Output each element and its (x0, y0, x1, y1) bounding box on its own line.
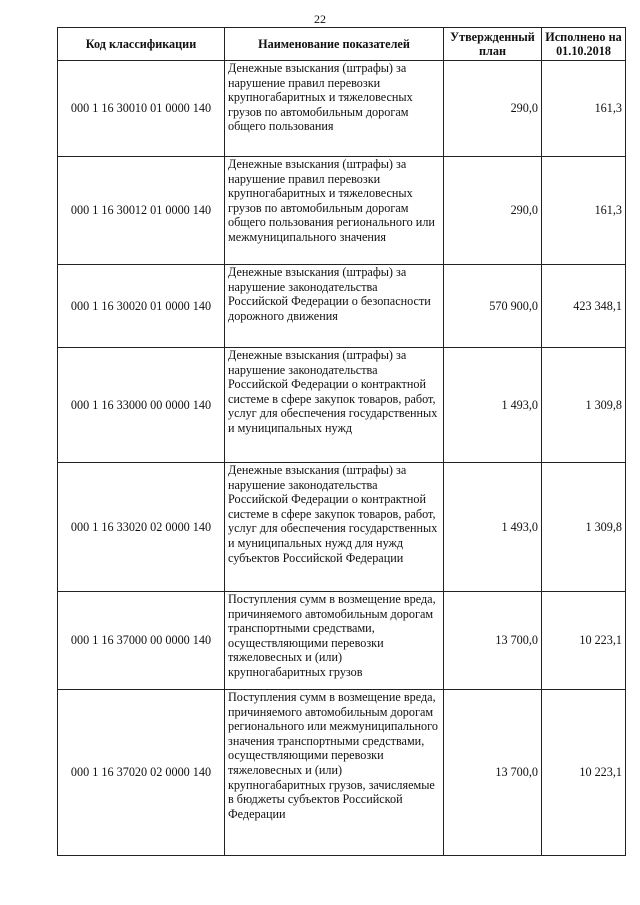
table-row (58, 690, 626, 856)
classification-code: 000 1 16 33000 00 0000 140 (58, 348, 225, 463)
executed-amount: 1 309,8 (542, 348, 626, 463)
table-row (58, 157, 626, 265)
indicator-name: Денежные взыскания (штрафы) за нарушение правил перевозки крупногабаритных и тяжеловесных грузов по автомобильным дорогам общего пользования (225, 61, 444, 157)
indicator-name: Денежные взыскания (штрафы) за нарушение законодательства Российской Федерации о безопасности дорожного движения (225, 265, 444, 348)
classification-code: 000 1 16 30020 01 0000 140 (58, 265, 225, 348)
table-header-row (58, 28, 626, 61)
executed-amount: 10 223,1 (542, 592, 626, 690)
header-code: Код классификации (58, 28, 225, 61)
executed-amount: 10 223,1 (542, 690, 626, 856)
indicator-name: Поступления сумм в возмещение вреда, причиняемого автомобильным дорогам регионального или межмуниципального значения транспортными средствами, осуществляющими перевозки тяжеловесных и (или) крупногабаритных грузов, зачисляемые в бюджеты субъектов Российской Федерации (225, 690, 444, 856)
classification-code: 000 1 16 37000 00 0000 140 (58, 592, 225, 690)
table-row (58, 265, 626, 348)
approved-plan: 290,0 (444, 61, 542, 157)
classification-code: 000 1 16 30012 01 0000 140 (58, 157, 225, 265)
indicator-name: Поступления сумм в возмещение вреда, причиняемого автомобильным дорогам транспортными средствами, осуществляющими перевозки тяжеловесных и (или) крупногабаритных грузов (225, 592, 444, 690)
approved-plan: 1 493,0 (444, 463, 542, 592)
classification-code: 000 1 16 37020 02 0000 140 (58, 690, 225, 856)
approved-plan: 290,0 (444, 157, 542, 265)
classification-code: 000 1 16 33020 02 0000 140 (58, 463, 225, 592)
budget-table (57, 27, 626, 856)
executed-amount: 1 309,8 (542, 463, 626, 592)
approved-plan: 13 700,0 (444, 690, 542, 856)
table-row (58, 348, 626, 463)
table-row (58, 61, 626, 157)
approved-plan: 570 900,0 (444, 265, 542, 348)
executed-amount: 423 348,1 (542, 265, 626, 348)
classification-code: 000 1 16 30010 01 0000 140 (58, 61, 225, 157)
header-done: Исполнено на 01.10.2018 (542, 28, 626, 61)
indicator-name: Денежные взыскания (штрафы) за нарушение законодательства Российской Федерации о контрактной системе в сфере закупок товаров, работ, услуг для обеспечения государственных и муниципальных нужд (225, 348, 444, 463)
header-plan: Утвержденный план (444, 28, 542, 61)
indicator-name: Денежные взыскания (штрафы) за нарушение правил перевозки крупногабаритных и тяжеловесных грузов по автомобильным дорогам общего пользования регионального или межмуниципального значения (225, 157, 444, 265)
indicator-name: Денежные взыскания (штрафы) за нарушение законодательства Российской Федерации о контрактной системе в сфере закупок товаров, работ, услуг для обеспечения государственных и муниципальных нужд для нужд субъектов Российской Федерации (225, 463, 444, 592)
table-row (58, 592, 626, 690)
approved-plan: 1 493,0 (444, 348, 542, 463)
executed-amount: 161,3 (542, 61, 626, 157)
approved-plan: 13 700,0 (444, 592, 542, 690)
page-number: 22 (314, 12, 326, 26)
header-name: Наименование показателей (225, 28, 444, 61)
table-row (58, 463, 626, 592)
executed-amount: 161,3 (542, 157, 626, 265)
